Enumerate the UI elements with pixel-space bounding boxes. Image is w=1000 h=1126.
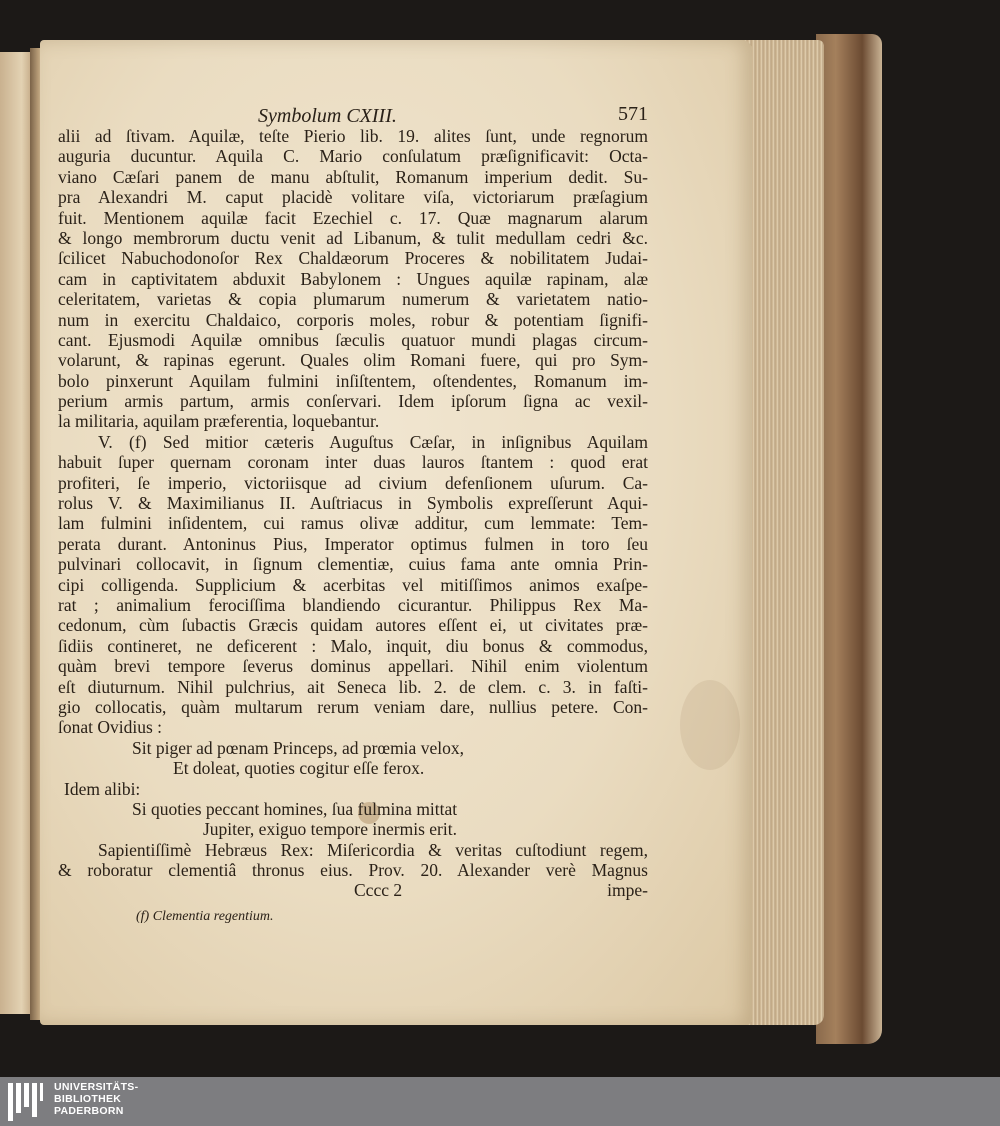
text-line: lam fulmini inſidentem, cui ramus olivæ additur, cum lemmate: Tem-	[58, 513, 648, 534]
text-line: bolo pinxerunt Aquilam fulmini inſiſtentem, oſtendentes, Romanum im-	[58, 370, 648, 391]
text-line: & longo membrorum ductu venit ad Libanum, & tulit medullam cedri &c.	[58, 227, 648, 248]
idem-alibi: Idem alibi:	[64, 778, 141, 799]
verse-quotation	[58, 738, 648, 779]
text-line: cam in captivitatem abduxit Babylonem : Ungues aquilæ rapinam, alæ	[58, 268, 648, 289]
library-name-line: PADERBORN	[54, 1105, 124, 1117]
library-logo-icon	[8, 1083, 44, 1121]
page-text	[58, 100, 648, 927]
library-name-line: BIBLIOTHEK	[54, 1093, 122, 1105]
text-line: perata durant. Antoninus Pius, Imperator optimus fulmen in toro ſeu	[58, 533, 648, 554]
verse-quotation	[58, 799, 648, 840]
verse-line: Sit piger ad pœnam Princeps, ad prœmia velox,	[132, 737, 464, 758]
verse-line: Jupiter, exiguo tempore inermis erit.	[203, 819, 457, 840]
text-line: quàm brevi tempore ſeverus dominus appellari. Nihil enim violentum	[58, 656, 648, 677]
text-line: alii ad ſtivam. Aquilæ, teſte Pierio lib. 19. alites ſunt, unde regnorum	[58, 126, 648, 146]
text-line: cant. Ejusmodi Aquilæ omnibus ſæculis quatuor mundi plagas circum-	[58, 329, 648, 350]
text-line: ſidiis contineret, ne deficerent : Malo, inquit, diu bonus & commodus,	[58, 635, 648, 656]
body-paragraph	[58, 126, 648, 738]
catchword: impe-	[607, 880, 648, 901]
verse-line: Et doleat, quoties cogitur eſſe ferox.	[173, 758, 425, 779]
text-line: pra Alexandri M. caput placidè volitare viſa, victoriarum præſagium	[58, 187, 648, 208]
foxing-stain	[680, 680, 740, 770]
footnote: (f) Clementia regentium.	[136, 908, 274, 924]
text-line: & roboratur clementiâ thronus eius. Prov. 20. Alexander verè Magnus	[58, 860, 648, 881]
page-number: 571	[618, 103, 648, 125]
text-line: ſonat Ovidius :	[58, 717, 163, 738]
text-line: rat ; animalium ferociſſima blandiendo cicurantur. Philippus Rex Ma-	[58, 594, 648, 615]
page-header	[58, 100, 648, 126]
signature-row	[58, 880, 648, 900]
text-line: num in exercitu Chaldaico, corporis moles, robur & potentiam ſignifi-	[58, 309, 648, 330]
text-line: habuit ſuper quernam coronam inter duas lauros ſtantem : quod erat	[58, 452, 648, 473]
text-line: volarunt, & rapinas egerunt. Quales olim Romani fuere, qui pro Sym-	[58, 350, 648, 371]
text-line: Sapientiſſimè Hebræus Rex: Miſericordia & veritas cuſtodiunt regem,	[98, 839, 648, 860]
text-line: eſt diuturnum. Nihil pulchrius, ait Seneca lib. 2. de clem. c. 3. in faſti-	[58, 676, 648, 697]
text-line: profiteri, ſe imperio, victoriisque ad civium defenſionem uſurum. Ca-	[58, 472, 648, 493]
running-title: Symbolum CXIII.	[258, 105, 397, 127]
text-line: cedonum, cùm ſubactis Græcis quidam autores eſſent ei, ut civitates præ-	[58, 615, 648, 636]
text-line: pulvinari collocavit, in ſignum clementiæ, cuius fama ante omnia Prin-	[58, 554, 648, 575]
text-line: gio collocatis, quàm multarum rerum veniam dare, nullius petere. Con-	[58, 696, 648, 717]
text-line: viano Cæſari panem de manu abſtulit, Romanum imperium dedit. Su-	[58, 166, 648, 187]
library-footer	[0, 1077, 1000, 1126]
text-line: fuit. Mentionem aquilæ facit Ezechiel c. 17. Quæ magnarum alarum	[58, 207, 648, 228]
book-cover-edge	[816, 34, 882, 1044]
text-line: celeritatem, varietas & copia plumarum numerum & varietatem natio-	[58, 289, 648, 310]
text-line: la militaria, aquilam præferentia, loquebantur.	[58, 411, 380, 432]
text-line: rolus V. & Maximilianus II. Auſtriacus in Symbolis expreſſerunt Aqui-	[58, 493, 648, 514]
text-line: V. (f) Sed mitior cæteris Auguſtus Cæſar, in inſignibus Aquilam	[98, 431, 648, 452]
text-line: cipi colligenda. Supplicium & acerbitas vel mitiſſimos animos exaſpe-	[58, 574, 648, 595]
verse-line: Si quoties peccant homines, ſua fulmina mittat	[132, 798, 458, 819]
text-line: ſcilicet Nabuchodonoſor Rex Chaldæorum Proceres & nobilitatem Judai-	[58, 248, 648, 269]
text-line: auguria ducuntur. Aquila C. Mario conſulatum præſignificavit: Octa-	[58, 146, 648, 167]
library-name-line: UNIVERSITÄTS-	[54, 1081, 139, 1093]
text-line: perium armis partum, armis conſervari. Idem ipſorum ſigna ac vexil-	[58, 391, 648, 412]
signature-mark: Cccc 2	[354, 880, 403, 901]
